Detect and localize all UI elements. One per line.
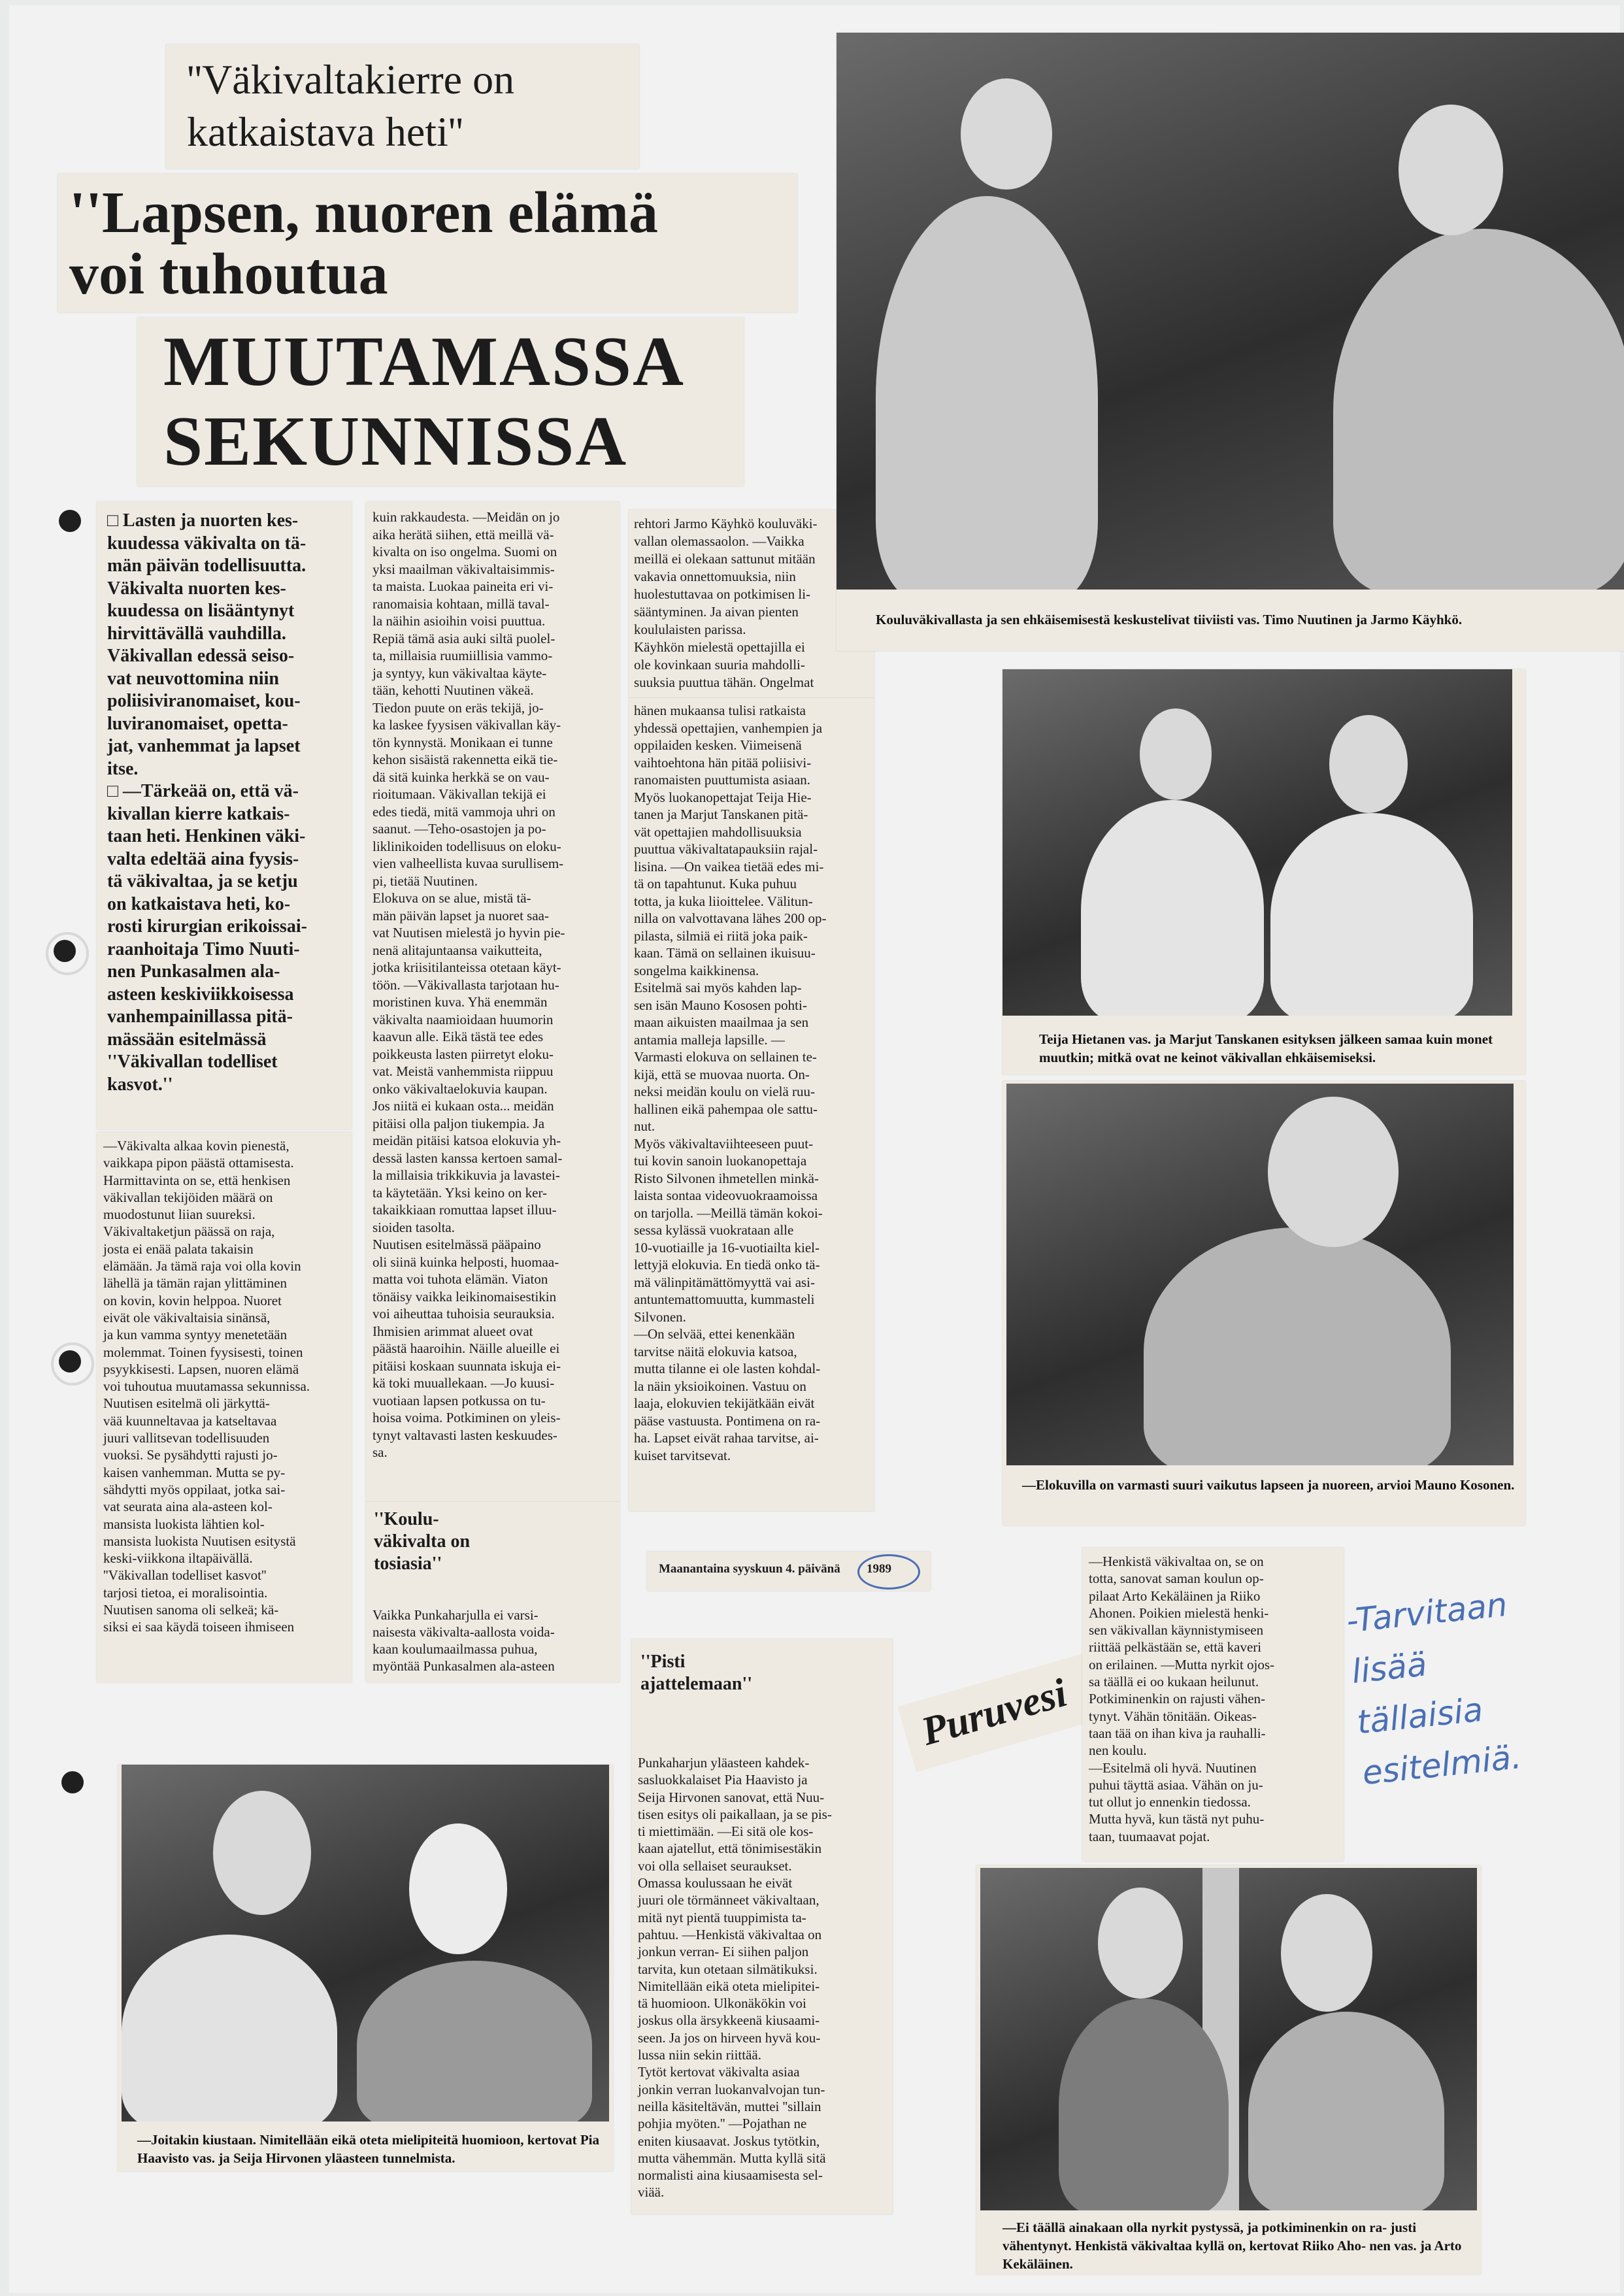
photo-1-caption: Kouluväkivallasta ja sen ehkäisemisestä keskustelivat tiiviisti vas. Timo Nuutinen ja Jarmo Käyhkö.: [876, 612, 1463, 627]
photo-2-head-right: [1329, 715, 1408, 813]
big-headline-clipping: [137, 318, 744, 486]
photo-3: [1006, 1084, 1514, 1465]
photo-5-person-right: [1248, 2012, 1444, 2210]
kicker-line-2: katkaistava heti'': [187, 108, 463, 155]
boys-column-clipping: [1082, 1548, 1344, 1861]
lead-text: □ Lasten ja nuorten kes- kuudessa väkivalta on tä- män päivän todellisuutta. Väkivalta nuorten kes- kuudessa on lisääntynyt hirvittävällä vauhdilla. Väkivallan edessä seiso- vat neuvottomina niin poliisiviranomaiset, kou- luviranomaiset, opetta- jat, vanhemmat ja lapset itse. □ —Tärkeää on, että vä- kivallan kierre katkais- taan heti. Henkinen väki- valta edeltää aina fyysis- tä väkivaltaa, ja se ketju on katkaistava heti, ko- rosti kirurgian erikoissai- raanhoitaja Timo Nuuti- nen Punkasalmen ala- asteen keskiviikkoisessa vanhempainillassa pitä- mässään esitelmässä ''Väkivallan todelliset kasvot.'': [107, 510, 307, 1095]
photo-3-head: [1268, 1097, 1399, 1247]
photo-2-person-right: [1270, 813, 1473, 1016]
source-label: Puruvesi: [916, 1670, 1072, 1754]
photo-4-clipping: [118, 1765, 613, 2171]
scrapbook-page: [9, 5, 1620, 2293]
photo-3-caption: —Elokuvilla on varmasti suuri vaikutus lapseen ja nuoreen, arvioi Mauno Kosonen.: [1022, 1477, 1515, 1493]
photo-1-head-left: [961, 78, 1052, 190]
photo-1: [837, 33, 1624, 590]
photo-1-head-right: [1399, 105, 1503, 235]
big-headline-line-2: SEKUNNISSA: [163, 403, 628, 480]
binder-hole-4: [61, 1771, 84, 1793]
photo-5-head-right: [1281, 1894, 1372, 2012]
main-headline-line-2: voi tuhoutua: [69, 242, 388, 307]
photo-3-person: [1144, 1227, 1451, 1465]
kicker-clipping: [166, 44, 639, 169]
photo-4-person-left: [122, 1935, 337, 2121]
photo-2-person-left: [1081, 800, 1264, 1016]
photo-5-head-left: [1098, 1888, 1183, 1999]
photo-1-clipping: [837, 33, 1624, 651]
lead-clipping: [97, 502, 352, 1129]
photo-1-person-right: [1333, 229, 1624, 590]
photo-2-clipping: [1003, 669, 1525, 1074]
handwritten-note: -Tarvitaan lisää tällaisia esitelmiä.: [1344, 1585, 1523, 1793]
main-headline-clipping: [58, 174, 797, 312]
photo-2-head-left: [1140, 708, 1212, 800]
source-label-clipping: [897, 1653, 1104, 1772]
photo-5-caption: —Ei täällä ainakaan olla nyrkit pystyssä, ja potkiminenkin on ra- justi vähentynyt. Henkistä väkivaltaa kyllä on, kertovat Riiko Aho- nen vas. ja Arto Kekäläinen.: [1003, 2220, 1462, 2272]
column-3b-clipping: [629, 698, 874, 1511]
binder-hole-1: [59, 510, 81, 532]
dateline-year: 1989: [867, 1562, 891, 1576]
photo-2: [1003, 669, 1512, 1016]
dateline-text: Maanantaina syyskuun 4. päivänä: [659, 1562, 840, 1576]
photo-5-person-left: [1059, 1999, 1229, 2210]
column-2-text: kuin rakkaudesta. —Meidän on jo aika herätä siihen, että meillä vä- kivalta on iso ongelma. Suomi on yksi maailman väkivaltaisimmis- ta maista. Luokaa paineita eri vi- ranomaisia kohtaan, millä taval- la näihin asioihin voisi puuttua. Repiä tämä asia auki siltä puolel- ta, millaisia ruumiillisia vammo- ja syntyy, kun väkivaltaa käyte- tään, kehotti Nuutinen väkeä. Tiedon puute on eräs tekijä, jo- ka laskee fyysisen väkivallan käy- tön kynnystä. Monikaan ei tunne kehon sisäistä rakennetta eikä tie- dä sitä kuinka herkkä se on vau- rioitumaan. Väkivallan tekijä ei edes tiedä, mitä vammoja uhri on saanut. —Teho-osastojen ja po- liklinikoiden todellisuus on eloku- vien valheellista kuvaa surullisem- pi, tietää Nuutinen. Elokuva on se alue, mistä tä- män päivän lapset ja nuoret saa- vat Nuutisen mielestä jo hyvin pie- nenä alitajuntaansa vaikutteita, jotka kriisitilanteissa otetaan käyt- töön. —Väkivallasta tarjotaan hu- moristinen kuva. Yhä enemmän väkivalta naamioidaan huumorin kaavun alle. Eikä tästä tee edes poikkeusta lasten piirretyt eloku- vat. Meistä vanhemmista riippuu onko väkivaltaelokuvia kaupan. Jos niitä ei kukaan osta... meidän pitäisi olla paljon tiukempia. Ja meidän pitäisi katsoa elokuvia yh- dessä lasten kanssa kertoen samal- la millaisia trikkikuvia ja lavastei- ta käytetään. Yksi keino on ker- takaikkiaan romuttaa lapset illuu- sioiden tasolta. Nuutisen esitelmässä pääpaino oli siinä kuinka helposti, huomaa- matta voi tuhota elämän. Viaton tönäisy vaikka leikinomaisestikin voi aiheuttaa tuhoisia seurauksia. Ihmisien arimmat alueet ovat päästä haaroihin. Näille alueille ei pitäisi koskaan suunnata iskuja ei- kä toki muuallekaan. —Jo kuusi- vuotiaan lapsen potkussa on tu- hoisa voima. Potkiminen on yleis- tynyt valtavasti lasten keskuudes- sa.: [373, 509, 565, 1460]
boys-column-text: —Henkistä väkivaltaa on, se on totta, sanovat saman koulun op- pilaat Arto Kekäläinen ja Riiko Ahonen. Poikien mielestä henki- sen väkivallan käynnistymiseen riittää pelkästään se, että kaveri on erilainen. —Mutta nyrkit ojos- sa täällä ei oo kukaan heilunut. Potkiminenkin on rajusti vähen- tynyt. Vähän tönitään. Oikeas- taan tää on ihan kiva ja rauhalli- nen koulu. —Esitelmä oli hyvä. Nuutinen puhui täyttä asiaa. Vähän on ju- tut ollut jo ennenkin tiedossa. Mutta hyvä, kun tästä nyt puhu- taan, tuumaavat pojat.: [1089, 1554, 1275, 1844]
photo-4-caption: —Joitakin kiustaan. Nimitellään eikä oteta mielipiteitä huomioon, kertovat Pia Haavisto vas. ja Seija Hirvonen yläasteen tunnelmista.: [137, 2132, 599, 2166]
kicker-line-1: ''Väkivaltakierre on: [187, 56, 515, 103]
photo-5-clipping: [976, 1865, 1481, 2274]
subhead-1-body: Vaikka Punkaharjulla ei varsi- naisesta väkivalta-aallosta voida- kaan koulumaailmassa puhua, myöntää Punkasalmen ala-asteen: [373, 1607, 555, 1674]
subhead-1-title: ''Koulu- väkivalta on tosiasia'': [374, 1509, 471, 1574]
subhead-2-title: ''Pisti ajattelemaan'': [640, 1652, 753, 1694]
year-circle-annotation: [857, 1554, 920, 1589]
photo-4: [122, 1765, 609, 2121]
photo-2-caption: Teija Hietanen vas. ja Marjut Tanskanen esityksen jälkeen samaa kuin monet muutkin; mitkä ovat ne keinot väkivallan ehkäisemiseksi.: [1039, 1031, 1493, 1065]
column-3a-text: rehtori Jarmo Käyhkö kouluväki- vallan olemassaolon. —Vaikka meillä ei olekaan sattunut mitään vakavia onnettomuuksia, niin huolestuttavaa on potkimisen li- sääntyminen. Ja aivan pienten koululaisten parissa. Käyhkön mielestä opettajilla ei ole kovinkaan suuria mahdolli- suuksia puuttua tähän. Ongelmat: [634, 516, 818, 690]
binder-hole-3: [59, 1350, 81, 1373]
photo-4-head-right: [409, 1823, 507, 1954]
column-1-text: —Väkivalta alkaa kovin pienestä, vaikkapa pipon päästä ottamisesta. Harmittavinta on se, että henkisen väkivallan tekijöiden määrä on muodostunut liian suureksi. Väkivaltaketjun päässä on raja, josta ei enää palata takaisin elämään. Ja tämä raja voi olla kovin lähellä ja tämän rajan ylittäminen on kovin, kovin helppoa. Nuoret eivät ole väkivaltaisia sinänsä, ja kun vamma syntyy menetetään molemmat. Toinen fyysisesti, toinen psyykkisesti. Lapsen, nuoren elämä voi tuhoutua muutamassa sekunnissa. Nuutisen esitelmä oli järkyttä- vää kuunneltavaa ja katseltavaa juuri vallitsevan todellisuuden vuoksi. Se pysähdytti rajusti jo- kaisen vanhemman. Mutta se py- sähdytti myös oppilaat, jotka sai- vat seurata aina ala-asteen kol- mansista luokista lähtien kol- mansista luokista Nuutisen esitystä keski-viikkona iltapäivällä. ''Väkivallan todelliset kasvot'' tarjosi tietoa, ei moralisointia. Nuutisen sanoma oli selkeä; kä- siksi ei saa käydä toiseen ihmiseen: [103, 1138, 310, 1635]
subhead-2-body: Punkaharjun yläasteen kahdek- sasluokkalaiset Pia Haavisto ja Seija Hirvonen sanovat, että Nuu- tisen esitys oli paikallaan, ja se pis- ti miettimään. —Ei sitä ole kos- kaan ajatellut, että tönimisestäkin voi olla sellaiset seuraukset. Omassa koulussaan he eivät juuri ole törmänneet väkivaltaan, mitä nyt pientä tuuppimista ta- pahtuu. —Henkistä väkivaltaa on jonkun verran- Ei siihen paljon tarvita, kun otetaan silmätikuksi. Nimitellään eikä oteta mielipitei- tä huomioon. Ulkonäkökin voi joskus olla ärsykkeenä kiusaami- seen. Ja jos on hirveen hyvä kou- lussa niin sekin riittää. Tytöt kertovat väkivalta asiaa jonkin verran luokanvalvojan tun- neilla käsiteltävän, muttei ''sillain pohjia myöten.'' —Pojathan ne eniten kiusaavat. Joskus tytötkin, mutta vähemmän. Mutta kyllä sitä normalisti aina kiusaamisesta sel- viää.: [638, 1755, 832, 2201]
dateline-clipping: [647, 1552, 931, 1591]
subhead-2-clipping: [631, 1639, 893, 2214]
photo-3-clipping: [1003, 1081, 1525, 1525]
main-headline-line-1: ''Lapsen, nuoren elämä: [69, 180, 658, 245]
binder-hole-2: [54, 940, 76, 962]
photo-4-person-right: [357, 1961, 592, 2121]
column-2-clipping: [366, 502, 620, 1502]
photo-1-person-left: [876, 196, 1098, 590]
big-headline-line-1: MUUTAMASSA: [163, 323, 685, 401]
photo-4-head-left: [213, 1791, 311, 1915]
photo-5: [980, 1868, 1477, 2210]
subhead-1-clipping: [366, 1502, 620, 1682]
column-3b-text: hänen mukaansa tulisi ratkaista yhdessä opettajien, vanhempien ja oppilaiden kesken. Viimeisenä vaihtoehtona hän pitää poliisivi- ranomaisten puuttumista asiaan. Myös luokanopettajat Teija Hie- tanen ja Marjut Tanskanen pitä- vät opettajien mahdollisuuksia puuttua väkivaltatapauksiin rajal- lisina. —On vaikea tietää edes mi- tä on tapahtunut. Kuka puhuu totta, ja kuka liioittelee. Välitun- nilla on valvottavana lähes 200 op- pilasta, silmiä ei riitä joka paik- kaan. Tämä on sellainen ikuisuu- songelma kaikkinensa. Esitelmä sai myös kahden lap- sen isän Mauno Kososen pohti- maan aikuisten maailmaa ja sen antamia malleja lapsille. — Varmasti elokuva on sellainen te- kijä, että se muovaa nuorta. On- neksi meidän koulu on vielä ruu- hallinen eikä pahempaa ole sattu- nut. Myös väkivaltaviihteeseen puut- tui kovin sanoin luokanopettaja Risto Silvonen ihmetellen minkä- laista sontaa videovuokraamoissa on tarjolla. —Meillä tämän kokoi- sessa kylässä vuokrataan alle 10-vuotiaille ja 16-vuotiailta kiel- lettyjä elokuvia. En tiedä onko tä- mä välinpitämättömyyttä vai asi- antuntemattomuutta, kummasteli Silvonen. —On selvää, ettei kenenkään tarvitse näitä elokuvia katsoa, mutta tilanne ei ole lasten kohdal- la näin yksioikoinen. Vastuu on laaja, elokuvien tekijätkään eivät pääse vastuusta. Pontimena on ra- ha. Lapset eivät rahaa tarvitse, ai- kuiset tarvitsevat.: [634, 703, 827, 1463]
column-1-clipping: [97, 1132, 352, 1682]
